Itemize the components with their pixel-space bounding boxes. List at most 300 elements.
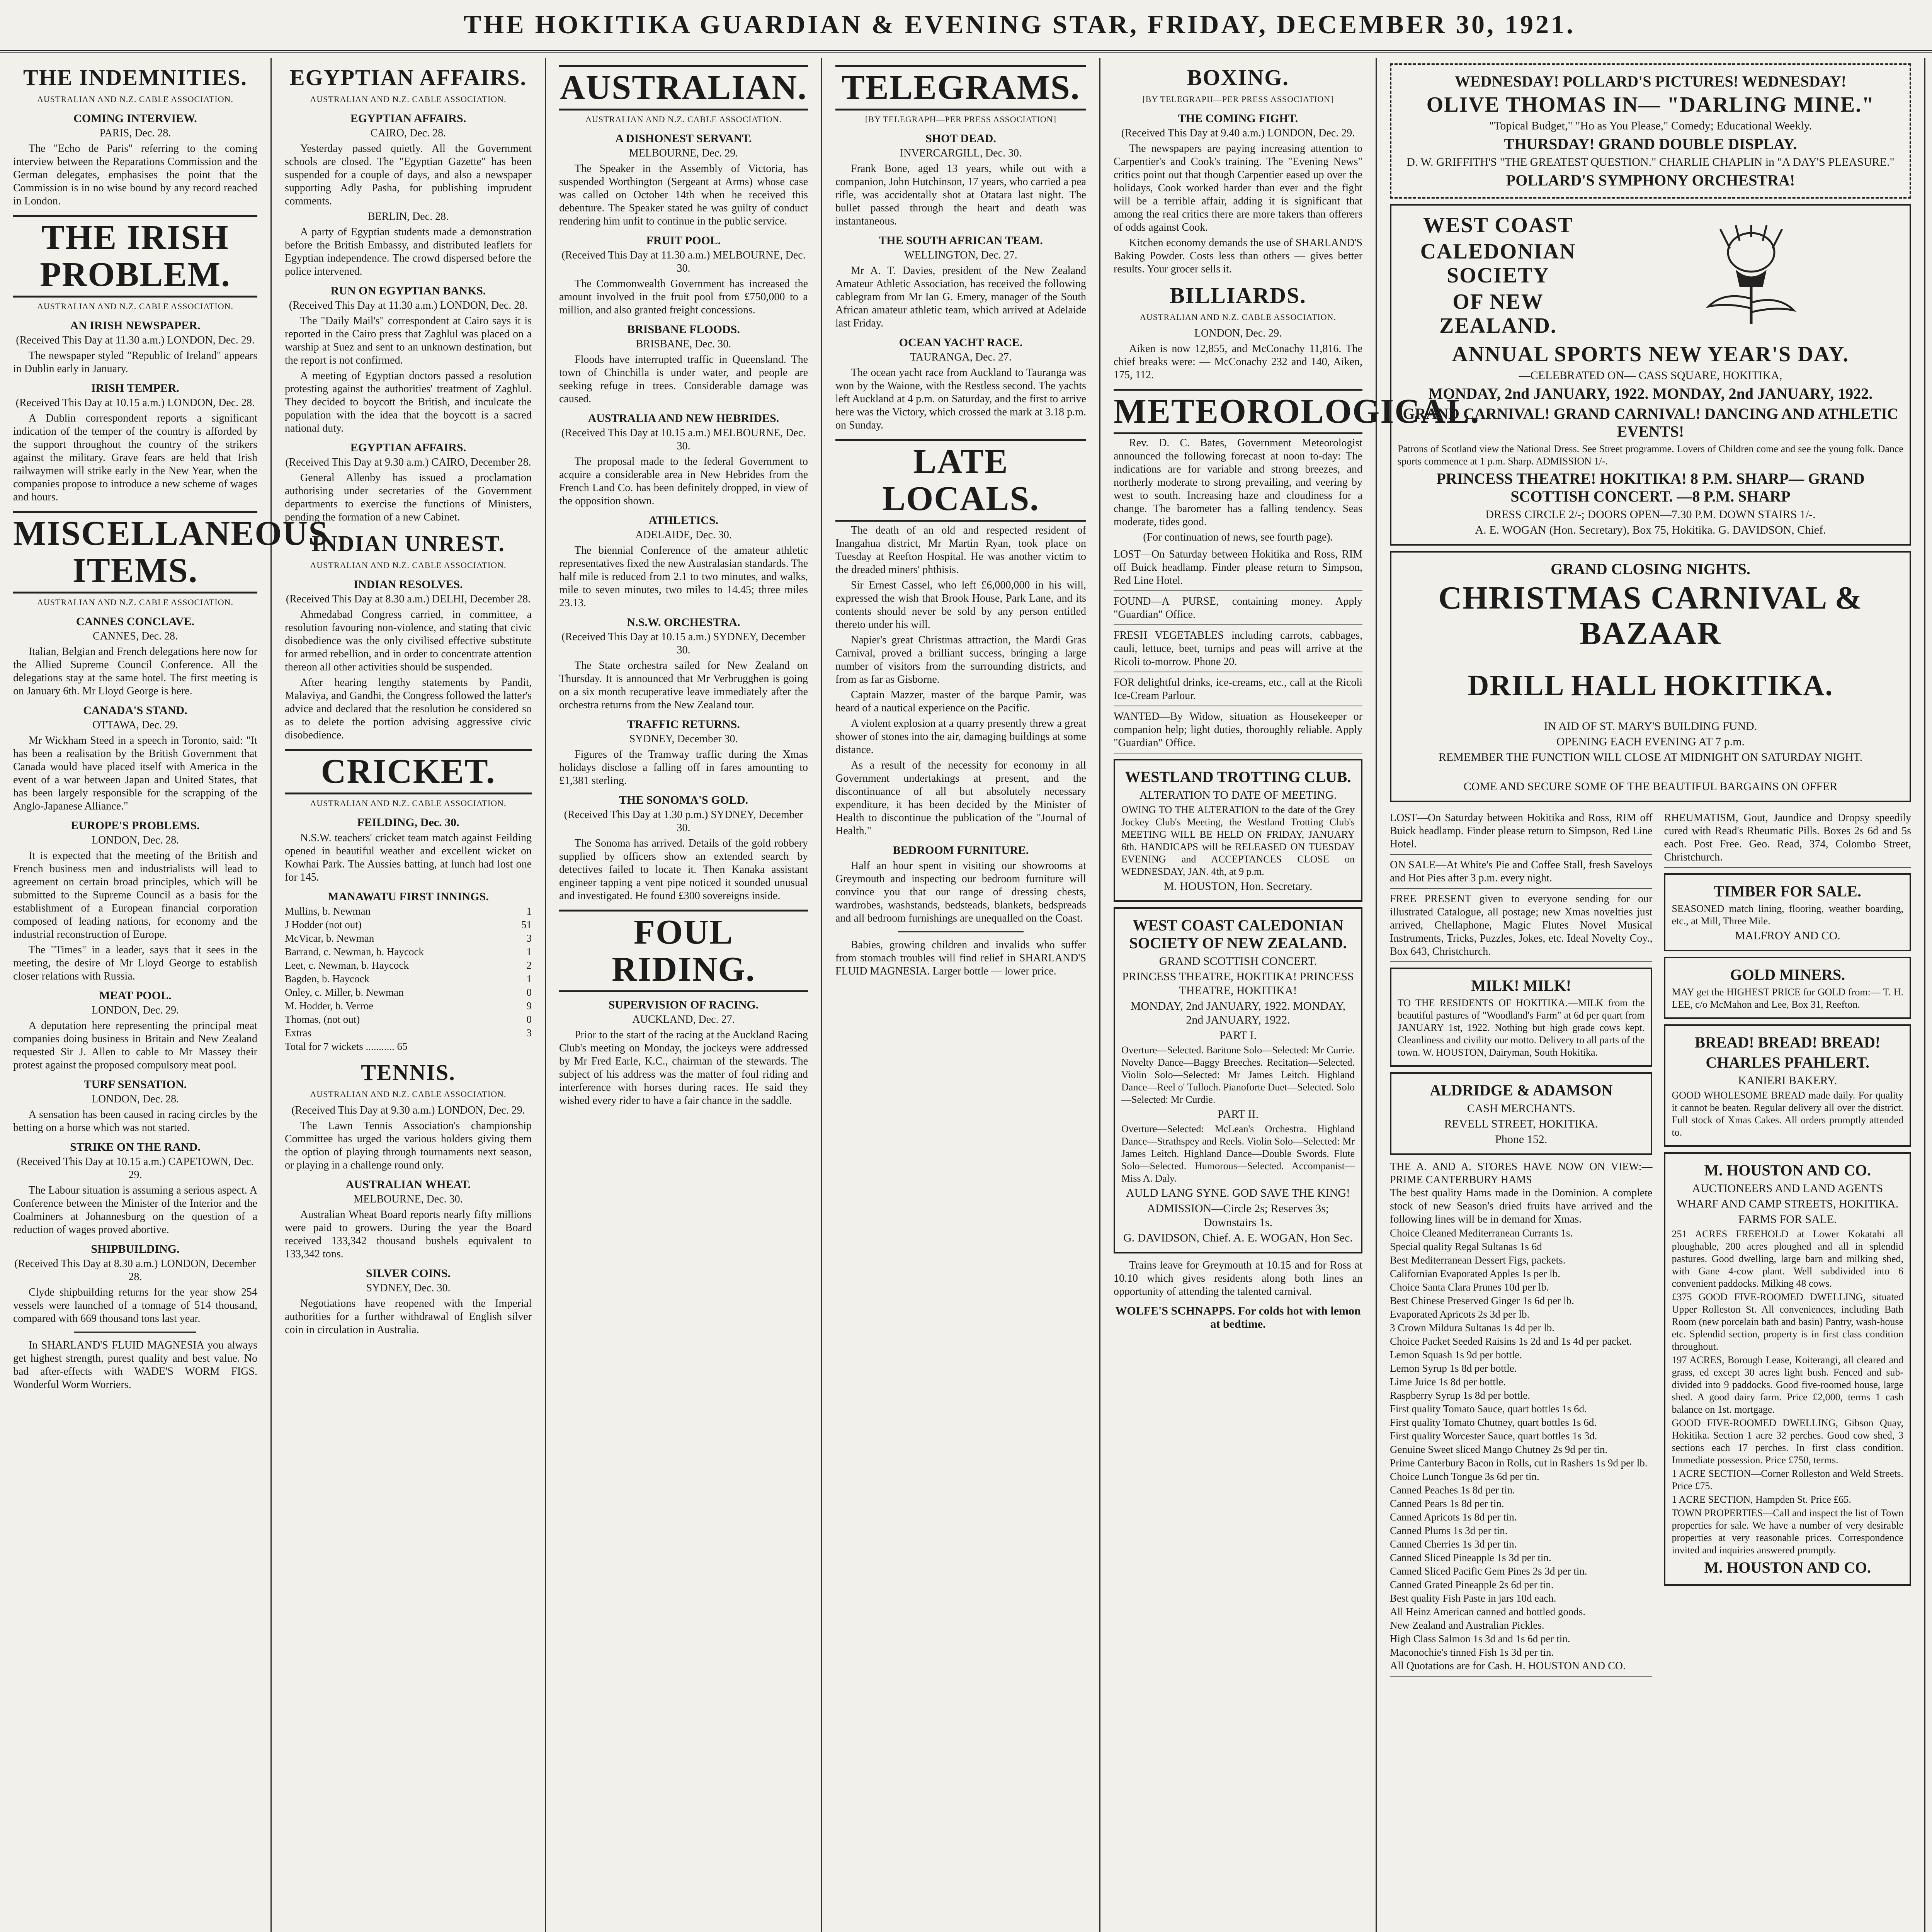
score-row [285, 986, 532, 999]
store-item: Canned Plums 1s 3d per tin. [1390, 1525, 1508, 1536]
ad-line: POLLARD'S SYMPHONY ORCHESTRA! [1506, 172, 1795, 189]
received-line: (Received This Day at 10.15 a.m.) SYDNEY, December 30. [561, 631, 806, 656]
store-item: Canned Grated Pineapple 2s 6d per tin. [1390, 1579, 1554, 1590]
advert-schnapps: WOLFE'S SCHNAPPS. For colds hot with lemon at bedtime. [1115, 1304, 1361, 1330]
ad-line: OPENING EACH EVENING AT 7 p.m. [1556, 735, 1745, 748]
score-row [285, 959, 532, 972]
dateline: INVERCARGILL, Dec. 30. [900, 147, 1022, 159]
subheading: BEDROOM FURNITURE. [893, 844, 1029, 857]
farm-listing: 197 ACRES, Borough Lease, Koiterangi, all cleared and grass, ed except 30 acres light bush. Fenced and sub-divided into 9 paddocks. Good five-roomed house, large shed. A good dairy farm. Price £2,000, terms 1 cash balance on 1st. mortgage. [1672, 1354, 1903, 1415]
ad-subtitle: ALTERATION TO DATE OF MEETING. [1139, 789, 1337, 801]
article-paragraph: Trains leave for Greymouth at 10.15 and for Ross at 10.10 which gives residents along both lines an opportunity of attending the talented carnival. [1114, 1259, 1362, 1298]
ad-title: WEST COAST [1423, 213, 1573, 237]
newspaper-title: THE HOKITIKA GUARDIAN & EVENING STAR, FRIDAY, DECEMBER 30, 1921. [464, 10, 1576, 39]
ad-signature: MALFROY AND CO. [1735, 929, 1840, 942]
subheading: SHOT DEAD. [925, 132, 996, 145]
classified-vegetables: FRESH VEGETABLES including carrots, cabbages, cauli, lettuce, beet, turnips and peas will arrive at the Ricoli to-morrow. Phone 20. [1114, 629, 1362, 672]
heading-miscellaneous: MISCELLANEOUS ITEMS. [13, 511, 257, 594]
continuation-note: (For continuation of news, see fourth page). [1143, 531, 1333, 543]
subheading: EGYPTIAN AFFAIRS. [350, 441, 466, 454]
credit-line: AUSTRALIAN AND N.Z. CABLE ASSOCIATION. [310, 560, 507, 570]
store-item: Choice Cleaned Mediterranean Currants 1s. [1390, 1227, 1573, 1239]
credit-line: AUSTRALIAN AND N.Z. CABLE ASSOCIATION. [37, 597, 233, 607]
article-paragraph: The "Daily Mail's" correspondent at Cairo says it is reported in the Cairo press that Zaghlul was placed on a warship at Suez and sent to an unknown destination, but the report is not confirmed. [285, 315, 532, 366]
dateline: BRISBANE, Dec. 30. [636, 338, 731, 350]
heading-meteorological: METEOROLOGICAL. [1114, 389, 1362, 434]
article-paragraph: Negotiations have reopened with the Imperial authorities for a further withdrawal of English silver coin in circulation in Australia. [285, 1298, 532, 1336]
subheading: INDIAN RESOLVES. [354, 578, 463, 591]
subheading: THE SONOMA'S GOLD. [619, 794, 748, 806]
ad-closing: AULD LANG SYNE. GOD SAVE THE KING! [1126, 1187, 1350, 1199]
received-line: (Received This Day at 11.30 a.m.) LONDON, Dec. 28. [289, 299, 528, 311]
ad-title: WEST COAST CALEDONIAN SOCIETY OF NEW ZEALAND. [1129, 917, 1347, 952]
heading-cricket: CRICKET. [285, 749, 532, 794]
subheading: SUPERVISION OF RACING. [608, 998, 759, 1011]
subheading: ATHLETICS. [648, 514, 719, 527]
article-paragraph: Floods have interrupted traffic in Queensland. The town of Chinchilla is under water, and people are seeking refuge in trees. Considerable damage was caused. [559, 354, 808, 405]
ad-title: WESTLAND TROTTING CLUB. [1125, 768, 1351, 786]
ad-title: BREAD! BREAD! BREAD! [1695, 1034, 1881, 1051]
farm-listing: 251 ACRES FREEHOLD at Lower Kokatahi all ploughable, 200 acres ploughed and all in splendid pastures. Good dwelling, large barn and milking shed, with Gane 4-cow plant. Well subdivided into 6 convenient paddocks. Milking 48 cows. [1672, 1228, 1903, 1289]
received-line: (Received This Day at 1.30 p.m.) SYDNEY, December 30. [564, 809, 803, 834]
batsman: Mullins, b. Newman [285, 905, 371, 917]
farm-listing: 1 ACRE SECTION—Corner Rolleston and Weld Streets. Price £75. [1672, 1468, 1903, 1492]
heading-foul-riding: FOUL RIDING. [559, 910, 808, 992]
programme-list: Overture—Selected: McLean's Orchestra. Highland Dance—Strathspey and Reels. Violin Solo—Selected: Mr James Leitch. Highland Dance—Double Swords. Flute Solo—Selected. Humorous—Selected. Accompanist—Miss A. Daly. [1121, 1123, 1355, 1184]
received-line: (Received This Day at 9.40 a.m.) LONDON, Dec. 29. [1121, 127, 1355, 139]
ad-venue: PRINCESS THEATRE, HOKITIKA! PRINCESS THEATRE, HOKITIKA! [1122, 970, 1354, 997]
two-column-ads [1390, 808, 1911, 1680]
store-item: Lemon Syrup 1s 8d per bottle. [1390, 1362, 1517, 1374]
heading-billiards: BILLIARDS. [1170, 283, 1306, 308]
store-item: Canned Pears 1s 8d per tin. [1390, 1498, 1504, 1509]
article-paragraph: The death of an old and respected resident of Inangahua district, Mr Martin Ryan, took place on Tuesday at Reefton Hospital. He was another victim to the dreaded miners' phthisis. [835, 524, 1086, 576]
advert-paragraph: Babies, growing children and invalids who suffer from stomach troubles will find relief in SHARLAND'S FLUID MAGNESIA. Larger bottle — lower price. [835, 939, 1086, 977]
batsman: Onley, c. Miller, b. Newman [285, 986, 404, 998]
article-paragraph: The Sonoma has arrived. Details of the gold robbery supplied by officers show an extended search by detectives failed to locate it. Then Kanaka assistant engineer tapping a vent pipe noticed it sounded unusual and investigated. He found £300 sovereigns inside. [559, 837, 808, 902]
classified-lost: LOST—On Saturday between Hokitika and Ross, RIM off Buick headlamp. Finder please return to Simpson, Red Line Hotel. [1114, 548, 1362, 591]
runs: 0 [526, 986, 532, 998]
article-paragraph: Rev. D. C. Bates, Government Meteorologist announced the following forecast at noon to-day: The indications are for variable and strong breezes, and northerly moderate to strong prevailing, and veering by west to south. Increasing haze and cloudiness for a change. The barometer has a falling tendency. Seas moderate, tides good. [1114, 437, 1362, 528]
batsman: McVicar, b. Newman [285, 932, 374, 944]
thistle-icon [1693, 225, 1809, 326]
article-paragraph: The newspaper styled "Republic of Ireland" appears in Dublin early in January. [13, 350, 257, 375]
received-line: (Received This Day at 9.30 a.m.) CAIRO, December 28. [285, 456, 531, 468]
score-row [285, 918, 532, 931]
received-line: (Received This Day at 10.15 a.m.) MELBOURNE, Dec. 30. [561, 427, 806, 452]
article-paragraph: N.S.W. teachers' cricket team match against Feilding opened in beautiful weather and excellent wicket on Kowhai Park. The Aussies batting, at lunch had lost one for 145. [285, 832, 532, 883]
store-item: Choice Lunch Tongue 3s 6d per tin. [1390, 1471, 1539, 1482]
programme-part: PART I. [1219, 1029, 1257, 1042]
received-line: (Received This Day at 11.30 a.m.) LONDON, Dec. 29. [16, 334, 255, 346]
batsman: J Hodder (not out) [285, 919, 362, 930]
ad-houston-auctioneers [1664, 1152, 1911, 1586]
subheading: STRIKE ON THE RAND. [70, 1141, 201, 1153]
store-item: Canned Apricots 1s 8d per tin. [1390, 1511, 1517, 1523]
ad-pollards-pictures [1390, 63, 1911, 199]
article-paragraph: Half an hour spent in visiting our showrooms at Greymouth and inspecting our bedroom furniture will convince you that our range of dressing chests, wardrobes, washstands, bedsteads, blankets, bedspreads and all bedroom furnishings are unequalled on the Coast. [835, 860, 1086, 924]
ad-body: Patrons of Scotland view the National Dress. See Street programme. Lovers of Children come and see the young folk. Dance sports commence at 1 p.m. Sharp. ADMISSION 1/-. [1398, 443, 1903, 467]
ad-line: COME AND SECURE SOME OF THE BEAUTIFUL BARGAINS ON OFFER [1463, 780, 1838, 793]
ad-title: TIMBER FOR SALE. [1714, 883, 1861, 900]
ad-signature: A. E. WOGAN (Hon. Secretary), Box 75, Hokitika. G. DAVIDSON, Chief. [1475, 524, 1826, 536]
article-paragraph: The Commonwealth Government has increased the amount involved in the fruit pool from £750,000 to a million, and also granted freight concessions. [559, 278, 808, 316]
article-paragraph: Mr A. T. Davies, president of the New Zealand Amateur Athletic Association, has received the following cablegram from Mr Ian G. Emery, manager of the South African amateur athletic team, which arrived at Adelaide last Friday. [835, 265, 1086, 329]
dateline: WELLINGTON, Dec. 27. [904, 249, 1017, 261]
article-paragraph: General Allenby has issued a proclamation authorising under secretaries of the Government departments to exercise the functions of Ministers, pending the formation of a new Cabinet. [285, 472, 532, 523]
article-paragraph: Napier's great Christmas attraction, the Mardi Gras Carnival, proved a brilliant success, bringing a large number of visitors from the surrounding districts, and from as far as Gisborne. [835, 634, 1086, 685]
farm-listing: GOOD FIVE-ROOMED DWELLING, Gibson Quay, Hokitika. Section 1 acre 32 perches. Good cow shed, 3 sections each 17 perches. In first class condition. Immediate possession. Price £750, terms. [1672, 1417, 1903, 1466]
store-item: High Class Salmon 1s 3d and 1s 6d per tin. [1390, 1633, 1570, 1645]
divider [74, 1332, 196, 1333]
batsman: M. Hodder, b. Verroe [285, 1000, 374, 1012]
ad-title: ALDRIDGE & ADAMSON [1430, 1082, 1613, 1099]
article-paragraph: The newspapers are paying increasing attention to Carpentier's and Cook's training. The "Evening News" critics point out that though Carpentier eased up over the holidays, Cook worked harder than ever and the fight will be a terrible affair, adding it is significant that among the real critics there are more takers than offerers of odds against Cook. [1114, 143, 1362, 233]
article-paragraph: A meeting of Egyptian doctors passed a resolution protesting against the authorities' treatment of Zaghlul. They decided to boycott the British, and inculcate the population with the idea that the boycott is a sacred national duty. [285, 370, 532, 434]
article-paragraph: Captain Mazzer, master of the barque Pamir, was heard of a nautical experience on the Pacific. [835, 689, 1086, 714]
subheading: FEILDING, Dec. 30. [357, 816, 459, 829]
heading-indemnities: THE INDEMNITIES. [23, 65, 247, 90]
dateline: LONDON, Dec. 29. [1194, 327, 1282, 339]
ad-line: GRAND CARNIVAL! GRAND CARNIVAL! DANCING AND ATHLETIC EVENTS! [1403, 405, 1898, 440]
article-paragraph: The Speaker in the Assembly of Victoria, has suspended Worthington (Sergeant at Arms) whose case was called on October 14th when he received this debenture. The Speaker stated he was guilty of conduct rendering him unfit to continue in the public service. [559, 163, 808, 227]
column-egyptian-affairs [272, 58, 545, 1932]
ad-admission: ADMISSION—Circle 2s; Reserves 3s; Downstairs 1s. [1147, 1202, 1329, 1229]
ad-line: IN AID OF ST. MARY'S BUILDING FUND. [1544, 720, 1757, 733]
programme-list: Overture—Selected. Baritone Solo—Selected: Mr Currie. Novelty Dance—Baggy Breeches. Recitation—Selected. Violin Solo—Selected: Mr James Leitch. Highland Dance—Reel o' Tulloch. Pianoforte Duet—Selected. Solo—Selected: Mr Curdie. [1121, 1044, 1355, 1105]
ad-title: M. HOUSTON AND CO. [1704, 1162, 1871, 1179]
received-line: (Received This Day at 10.15 a.m.) LONDON, Dec. 28. [15, 397, 255, 409]
ad-aldridge-adamson [1390, 1072, 1652, 1155]
heading-tennis: TENNIS. [361, 1060, 456, 1085]
article-paragraph: Aiken is now 12,855, and McConachy 11,816. The chief breaks were: — McConachy 232 and 140, Aiken, 175, 112. [1114, 343, 1362, 381]
score-row [285, 1013, 532, 1026]
received-line: (Received This Day at 8.30 a.m.) LONDON, December 28. [14, 1258, 256, 1283]
article-paragraph: A Dublin correspondent reports a significant indication of the temper of the country is afforded by the support throughout the country of the strikers against the military. Grave fears are held that Irish railwaymen will strike early in the New Year, when the companies propose to introduce a new scheme of wages and hours. [13, 412, 257, 503]
ad-date: MONDAY, 2nd JANUARY, 1922. MONDAY, 2nd JANUARY, 1922. [1130, 1000, 1346, 1026]
column-advertisements-right [1925, 58, 1932, 1932]
ad-body: MAY get the HIGHEST PRICE for GOLD from:— T. H. LEE, c/o McMahon and Lee, Box 31, Reefton. [1672, 986, 1903, 1010]
classified-lost: LOST—On Saturday between Hokitika and Ross, RIM off Buick headlamp. Finder please return to Simpson, Red Line Hotel. [1390, 811, 1652, 855]
ad-line: AUCTIONEERS AND LAND AGENTS [1692, 1182, 1883, 1195]
store-item: Choice Santa Clara Prunes 10d per lb. [1390, 1281, 1549, 1293]
ad-caledonian-sports [1390, 204, 1911, 546]
runs: 1 [526, 905, 532, 917]
ad-body: The best quality Hams made in the Dominion. A complete stock of new Season's dried fruits have arrived and the following lines will be in demand for Xmas. [1390, 1187, 1653, 1225]
ad-trotting-club [1114, 759, 1362, 902]
runs: 3 [526, 1027, 532, 1039]
store-item: New Zealand and Australian Pickles. [1390, 1619, 1544, 1631]
store-item: All Heinz American canned and bottled goods. [1390, 1606, 1586, 1617]
credit-line: AUSTRALIAN AND N.Z. CABLE ASSOCIATION. [310, 94, 507, 104]
ad-footer: All Quotations are for Cash. H. HOUSTON AND CO. [1390, 1660, 1626, 1672]
received-line: (Received This Day at 10.15 a.m.) CAPETOWN, Dec. 29. [17, 1156, 254, 1181]
ad-body: OWING TO THE ALTERATION to the date of the Grey Jockey Club's Meeting, the Westland Trotting Club's MEETING WILL BE HELD ON FRIDAY, JANUARY 6th. HANDICAPS will be RELEASED ON TUESDAY EVENING and ACCEPTANCES CLOSE on WEDNESDAY, JAN. 4th, at 9 p.m. [1121, 804, 1355, 877]
ad-line: KANIERI BAKERY. [1738, 1074, 1837, 1087]
article-paragraph: The biennial Conference of the amateur athletic representatives fixed the new Australasian standards. The half mile is reduced from 2.1 to two minutes, and walks, mile to seven minutes, two miles to 14.45; three miles 23.13. [559, 544, 808, 609]
farm-listing: 1 ACRE SECTION, Hampden St. Price £65. [1672, 1494, 1851, 1505]
ad-line: Phone 152. [1495, 1133, 1548, 1146]
article-paragraph: Clyde shipbuilding returns for the year show 254 vessels were launched of a tonnage of 514 thousand, compared with 669 thousand tons last year. [13, 1286, 257, 1325]
article-paragraph: Ahmedabad Congress carried, in committee, a resolution favouring non-violence, and stating that civic disobedience was the only civilised effective substitute for armed rebellion, and in order to concentrate attention thereon all other activities should be suspended. [285, 609, 532, 673]
subheading: SILVER COINS. [366, 1267, 451, 1280]
score-row [285, 1027, 532, 1039]
article-paragraph: The Lawn Tennis Association's championship Committee has urged the various holders giving them the option of playing through tournaments next season, or playing in a challenge round only. [285, 1120, 532, 1171]
store-item: Lime Juice 1s 8d per bottle. [1390, 1376, 1506, 1388]
article-paragraph: A deputation here representing the principal meat companies doing business in Britain and New Zealand requested Sir J. Allen to cable to Mr Massey their protest against the proposed compulsory meat pool. [13, 1020, 257, 1071]
dateline: LONDON, Dec. 29. [91, 1004, 179, 1016]
store-item: Best quality Fish Paste in jars 10d each. [1390, 1592, 1556, 1604]
batsman: Bagden, b. Haycock [285, 973, 369, 985]
subheading: SHIPBUILDING. [91, 1243, 180, 1255]
store-item: Raspberry Syrup 1s 8d per bottle. [1390, 1389, 1530, 1401]
credit-line: [BY TELEGRAPH—PER PRESS ASSOCIATION] [1142, 94, 1334, 104]
store-item: Maconochie's tinned Fish 1s 3d per tin. [1390, 1646, 1554, 1658]
ad-signature: M. HOUSTON AND CO. [1704, 1559, 1871, 1576]
runs: 0 [526, 1014, 532, 1025]
heading-boxing: BOXING. [1187, 65, 1289, 90]
dateline: MELBOURNE, Dec. 30. [354, 1193, 463, 1205]
store-item: Genuine Sweet sliced Mango Chutney 2s 9d per tin. [1390, 1444, 1608, 1455]
ad-line: THURSDAY! GRAND DOUBLE DISPLAY. [1504, 135, 1797, 153]
runs: 1 [526, 946, 532, 957]
masthead [0, 0, 1932, 53]
batsman: Barrand, c. Newman, b. Haycock [285, 946, 424, 957]
ad-body: TO THE RESIDENTS OF HOKITIKA.—MILK from the beautiful pastures of "Woodland's Farm" at 6d per quart from JANUARY 1st, 1922. Nothing but high grade cows kept. Cleanliness and civility our motto. Delivery to all parts of the town. W. HOUSTON, Dairyman, South Hokitika. [1398, 997, 1645, 1058]
ad-line: "Topical Budget," "Ho as You Please," Comedy; Educational Weekly. [1489, 119, 1812, 132]
film-title: OLIVE THOMAS IN— "DARLING MINE." [1426, 93, 1875, 117]
article-paragraph: Yesterday passed quietly. All the Government schools are closed. The "Egyptian Gazette" has been suspended for a couple of days, and also a newspaper supporting Adly Pasha, for publishing imprudent comments. [285, 143, 532, 207]
runs: 51 [521, 919, 532, 930]
ad-title: OF NEW ZEALAND. [1439, 290, 1557, 338]
ad-title: WEDNESDAY! POLLARD'S PICTURES! WEDNESDAY! [1454, 73, 1847, 90]
ad-line: GRAND CLOSING NIGHTS. [1551, 560, 1750, 578]
ad-headline: CHARLES PFAHLERT. [1706, 1054, 1870, 1071]
store-item: Special quality Regal Sultanas 1s 6d [1390, 1241, 1542, 1252]
subheading: CANADA'S STAND. [83, 704, 187, 717]
credit-line: AUSTRALIAN AND N.Z. CABLE ASSOCIATION. [585, 114, 782, 124]
subheading: MANAWATU FIRST INNINGS. [328, 890, 489, 903]
subheading: EUROPE'S PROBLEMS. [71, 819, 200, 832]
article-paragraph: Australian Wheat Board reports nearly fifty millions were paid to growers. During the year the Board received 133,342 thousand bushels equivalent to 133,342 tons. [285, 1209, 532, 1260]
subheading: MEAT POOL. [99, 989, 172, 1002]
ad-title: THE A. AND A. STORES HAVE NOW ON VIEW:— PRIME CANTERBURY HAMS [1390, 1161, 1653, 1186]
ad-header-row [1398, 211, 1903, 340]
article-paragraph: The "Echo de Paris" referring to the coming interview between the Reparations Commission and the German delegates, emphasises the point that the Commission is in no wise bound by any record reached in London. [13, 143, 257, 207]
credit-line: AUSTRALIAN AND N.Z. CABLE ASSOCIATION. [1140, 312, 1336, 322]
divider [898, 931, 1024, 932]
subheading: COMING INTERVIEW. [73, 112, 197, 125]
credit-line: AUSTRALIAN AND N.Z. CABLE ASSOCIATION. [310, 1089, 507, 1099]
received-line: (Received This Day at 8.30 a.m.) DELHI, December 28. [286, 593, 531, 605]
dateline: ADELAIDE, Dec. 30. [635, 529, 732, 541]
store-item: Canned Cherries 1s 3d per tin. [1390, 1538, 1517, 1550]
ad-timber [1664, 873, 1911, 951]
subheading: TRAFFIC RETURNS. [627, 718, 740, 731]
article-paragraph: Frank Bone, aged 13 years, while out with a companion, John Hutchinson, 17 years, who carried a pea rifle, was accidentally shot at Otatara last night. The bullet passed through the heart and death was instantaneous. [835, 163, 1086, 227]
ad-christmas-carnival [1390, 551, 1911, 802]
subheading: BRISBANE FLOODS. [627, 323, 740, 336]
heading-australian: AUSTRALIAN. [559, 65, 808, 111]
store-item: Evaporated Apricots 2s 3d per lb. [1390, 1308, 1530, 1320]
runs: 9 [526, 1000, 532, 1012]
score-row [285, 946, 532, 958]
classified-found: FOUND—A PURSE, containing money. Apply "Guardian" Office. [1114, 595, 1362, 625]
article-paragraph: The Labour situation is assuming a serious aspect. A Conference between the Minister of the Interior and the Coalminers at Johannesburg on the question of a reduction of wages proved abortive. [13, 1184, 257, 1236]
subheading: FRUIT POOL. [646, 234, 721, 247]
ad-signature: G. DAVIDSON, Chief. A. E. WOGAN, Hon Sec. [1123, 1231, 1353, 1244]
subheading: RUN ON EGYPTIAN BANKS. [330, 284, 486, 297]
runs: 2 [526, 959, 532, 971]
classified-drinks: FOR delightful drinks, ice-creams, etc., call at the Ricoli Ice-Cream Parlour. [1114, 676, 1362, 706]
store-item: 3 Crown Mildura Sultanas 1s 4d per lb. [1390, 1322, 1554, 1333]
dateline: SYDNEY, Dec. 30. [366, 1282, 451, 1294]
credit-line: [BY TELEGRAPH—PER PRESS ASSOCIATION] [865, 114, 1056, 124]
dateline: OTTAWA, Dec. 29. [92, 719, 178, 731]
subheading: AUSTRALIAN WHEAT. [345, 1178, 471, 1191]
ad-headline: CHRISTMAS CARNIVAL & BAZAAR [1438, 580, 1863, 651]
ad-title: MILK! MILK! [1471, 977, 1571, 994]
dateline: LONDON, Dec. 28. [91, 1093, 179, 1105]
classified-on-sale: ON SALE—At White's Pie and Coffee Stall, fresh Saveloys and Hot Pies after 3 p.m. every night. [1390, 859, 1652, 889]
store-item: Canned Sliced Pineapple 1s 3d per tin. [1390, 1552, 1551, 1563]
score-row [285, 932, 532, 945]
column-advertisements-center [1377, 58, 1924, 1932]
credit-line: AUSTRALIAN AND N.Z. CABLE ASSOCIATION. [310, 798, 507, 808]
score-total: Total for 7 wickets ........... 65 [285, 1041, 408, 1052]
subheading: OCEAN YACHT RACE. [899, 336, 1023, 349]
article-paragraph: A sensation has been caused in racing circles by the betting on a horse which was not started. [13, 1109, 257, 1134]
ad-body: GOOD WHOLESOME BREAD made daily. For quality it cannot be beaten. Regular delivery all over the district. Full stock of Xmas Cakes. All orders promptly attended to. [1672, 1090, 1903, 1138]
ad-milk [1390, 968, 1652, 1067]
dateline: CAIRO, Dec. 28. [370, 127, 446, 139]
ad-subtitle: GRAND SCOTTISH CONCERT. [1159, 955, 1317, 968]
runs: 3 [526, 932, 532, 944]
dateline: LONDON, Dec. 28. [91, 834, 179, 846]
ad-headline: ANNUAL SPORTS NEW YEAR'S DAY. [1452, 342, 1849, 366]
article-paragraph: It is expected that the meeting of the British and French business men and industrialists will lead to agreement on certain broad principles, which will be submitted to the Supreme Council as a basis for the establishment of a European financial corporation composed of leading nations, for economy and the industrial reconstruction of Europe. [13, 850, 257, 940]
store-item: Best Chinese Preserved Ginger 1s 6d per lb. [1390, 1295, 1574, 1306]
article-paragraph: Figures of the Tramway traffic during the Xmas holidays disclose a falling off in fares amounting to £1,381 sterling. [559, 748, 808, 787]
advert-paragraph: In SHARLAND'S FLUID MAGNESIA you always get highest strength, purest quality and best value. No bad after-effects with WADE'S WORM FIGS. Wonderful Worm Worriers. [13, 1339, 257, 1391]
dateline: BERLIN, Dec. 28. [367, 211, 449, 223]
advert-paragraph: Kitchen economy demands the use of SHARLAND'S Baking Powder. Costs less than others — gives better results. Your grocer sells it. [1114, 237, 1362, 275]
score-row [285, 973, 532, 985]
dateline: CANNES, Dec. 28. [92, 630, 178, 642]
article-paragraph: The ocean yacht race from Auckland to Tauranga was won by the Waione, with the Restless second. The yachts left Auckland at 4 p.m. on Saturday, and the first to arrive here was the Victory, which crossed the mark at 3.18 p.m. on Sunday. [835, 367, 1086, 431]
dateline: SYDNEY, December 30. [629, 733, 738, 745]
article-paragraph: The "Times" in a leader, says that it sees in the meeting, the desire of Mr Lloyd George to establish closer relations with Russia. [13, 944, 257, 982]
heading-late-locals: LATE LOCALS. [835, 439, 1086, 522]
ad-kanieri-bakery [1664, 1024, 1911, 1147]
column-australian [546, 58, 821, 1932]
heading-irish-problem: THE IRISH PROBLEM. [13, 215, 257, 298]
ad-title: CALEDONIAN SOCIETY [1420, 240, 1576, 287]
subheading: CANNES CONCLAVE. [76, 615, 195, 628]
heading-egyptian-affairs: EGYPTIAN AFFAIRS. [290, 65, 527, 90]
classified-rheumatism: RHEUMATISM, Gout, Jaundice and Dropsy speedily cured with Read's Rheumatic Pills. Boxes 2s 6d and 5s each. Post Free. Geo. Read, 374, Colombo Street, Christchurch. [1664, 811, 1911, 868]
ad-line: D. W. GRIFFITH'S "THE GREATEST QUESTION." CHARLIE CHAPLIN in "A DAY'S PLEASURE." [1406, 156, 1895, 168]
store-item: Canned Peaches 1s 8d per tin. [1390, 1484, 1515, 1496]
credit-line: AUSTRALIAN AND N.Z. CABLE ASSOCIATION. [37, 94, 233, 104]
heading-telegrams: TELEGRAMS. [835, 65, 1086, 111]
received-line: (Received This Day at 11.30 a.m.) MELBOURNE, Dec. 30. [561, 249, 806, 274]
batsman: Leet, c. Newman, b. Haycock [285, 959, 409, 971]
subheading: A DISHONEST SERVANT. [615, 132, 752, 145]
subheading: THE SOUTH AFRICAN TEAM. [879, 234, 1043, 247]
article-paragraph: As a result of the necessity for economy in all Government undertakings at present, and the discontinuance of all but absolutely necessary expenditure, it has been decided by the Minister of Health to discontinue the publication of the "Journal of Health." [835, 759, 1086, 837]
ad-headline: DRILL HALL HOKITIKA. [1468, 669, 1833, 702]
store-item: Lemon Squash 1s 9d per bottle. [1390, 1349, 1522, 1361]
dateline: PARIS, Dec. 28. [99, 127, 171, 139]
ad-line: WHARF AND CAMP STREETS, HOKITIKA. [1677, 1197, 1899, 1210]
ad-scottish-concert [1114, 907, 1362, 1253]
store-item: First quality Worcester Sauce, quart bottles 1s 3d. [1390, 1430, 1597, 1442]
store-item: Canned Sliced Pacific Gem Pines 2s 3d per tin. [1390, 1565, 1587, 1577]
ads-right [1664, 808, 1911, 1680]
dateline: TAURANGA, Dec. 27. [910, 351, 1012, 363]
ad-line: REMEMBER THE FUNCTION WILL CLOSE AT MIDNIGHT ON SATURDAY NIGHT. [1438, 751, 1863, 764]
batsman: Extras [285, 1027, 311, 1039]
store-item: Best Mediterranean Dessert Figs, packets. [1390, 1254, 1566, 1266]
ad-line: FARMS FOR SALE. [1738, 1213, 1837, 1226]
score-row [285, 905, 532, 918]
article-paragraph: Mr Wickham Steed in a speech in Toronto, said: "It has been a realisation by the British Government that Canada would have placed itself with America in the event of a war between Japan and United States, that has been largely responsible for the scrapping of the Anglo-Japanese Alliance." [13, 735, 257, 812]
credit-line: AUSTRALIAN AND N.Z. CABLE ASSOCIATION. [37, 301, 233, 311]
ad-line: DRESS CIRCLE 2/-; DOORS OPEN—7.30 P.M. DOWN STAIRS 1/-. [1485, 508, 1816, 521]
ad-a-and-a-stores [1390, 1160, 1652, 1677]
batsman: Thomas, (not out) [285, 1014, 360, 1025]
ad-title-block [1398, 211, 1599, 340]
article-paragraph: After hearing lengthy statements by Pandit, Malaviya, and Gandhi, the Congress followed the latter's advice and declared that the resolution be considered so as to delete the portion advising aggressive civic disobedience. [285, 677, 532, 741]
dateline: MELBOURNE, Dec. 29. [629, 147, 738, 159]
ad-line: PRINCESS THEATRE! HOKITIKA! 8 P.M. SHARP— GRAND SCOTTISH CONCERT. —8 P.M. SHARP [1436, 470, 1865, 505]
ad-line: —CELEBRATED ON— CASS SQUARE, HOKITIKA, [1519, 369, 1782, 382]
subheading: AN IRISH NEWSPAPER. [70, 319, 201, 332]
subheading: IRISH TEMPER. [91, 382, 179, 395]
ad-line: CASH MERCHANTS. [1467, 1102, 1575, 1115]
subheading: THE COMING FIGHT. [1178, 112, 1298, 125]
scorecard [285, 905, 532, 1053]
programme-part: PART II. [1217, 1108, 1259, 1121]
ads-left [1390, 808, 1652, 1680]
ad-gold-miners [1664, 957, 1911, 1019]
farm-listing: £375 GOOD FIVE-ROOMED DWELLING, situated Upper Rolleston St. All conveniences, including Bath Room (new porcelain bath and basin) Pantry, wash-house etc. Splendid section, property is in first class condition throughout. [1672, 1291, 1903, 1352]
received-line: (Received This Day at 9.30 a.m.) LONDON, Dec. 29. [291, 1104, 525, 1116]
dateline: AUCKLAND, Dec. 27. [632, 1014, 735, 1026]
ad-signature: M. HOUSTON, Hon. Secretary. [1163, 880, 1313, 893]
subheading: AUSTRALIA AND NEW HEBRIDES. [588, 412, 779, 425]
article-paragraph: Prior to the start of the racing at the Auckland Racing Club's meeting on Monday, the jockeys were addressed by Mr Fred Earle, K.C., chairman of the stewards. The subject of his address was the matter of foul riding and interference with horses during races. He said they wished every rider to have a fair chance in the saddle. [559, 1029, 808, 1107]
store-item: First quality Tomato Chutney, quart bottles 1s 6d. [1390, 1417, 1597, 1428]
ad-line: REVELL STREET, HOKITIKA. [1444, 1117, 1598, 1130]
subheading: N.S.W. ORCHESTRA. [627, 616, 740, 629]
runs: 1 [526, 973, 532, 985]
store-item: Choice Packet Seeded Raisins 1s 2d and 1s 4d per packet. [1390, 1335, 1632, 1347]
article-paragraph: A violent explosion at a quarry presently threw a great shower of stones into the air, damaging buildings at some distance. [835, 718, 1086, 756]
ad-line: MONDAY, 2nd JANUARY, 1922. MONDAY, 2nd JANUARY, 1922. [1428, 385, 1873, 402]
heading-indian-unrest: INDIAN UNREST. [311, 531, 505, 556]
ad-title: GOLD MINERS. [1730, 966, 1845, 983]
farm-listing: TOWN PROPERTIES—Call and inspect the list of Town properties for sale. We have a number of very desirable properties at very reasonable prices. Correspondence invited and inquiries answered promptly. [1672, 1507, 1903, 1556]
score-row [285, 1000, 532, 1012]
store-item: Prime Canterbury Bacon in Rolls, cut in Rashers 1s 9d per lb. [1390, 1457, 1648, 1469]
store-item: First quality Tomato Sauce, quart bottles 1s 6d. [1390, 1403, 1587, 1415]
classified-free-present: FREE PRESENT given to everyone sending for our illustrated Catalogue, all postage; new Xmas novelties just arrived, Chellaphone, Magic Flutes Novel Musical Instruments, Tricks, Puzzles, Jokes, etc. Ideal Novelty Coy., Box 643, Christchurch. [1390, 893, 1652, 962]
article-paragraph: A party of Egyptian students made a demonstration before the British Embassy, and distributed leaflets for Egyptian independence. The crowd dispersed before the police intervened. [285, 226, 532, 277]
article-paragraph: Italian, Belgian and French delegations here now for the Allied Supreme Council Conference. All the delegations stay at the same hotel. The first meeting is on January 6th. Mr Lloyd George is here. [13, 646, 257, 697]
article-paragraph: The proposal made to the federal Government to acquire a considerable area in New Hebrides from the French Land Co. has been definitely dropped, in view of the opposition shown. [559, 456, 808, 507]
